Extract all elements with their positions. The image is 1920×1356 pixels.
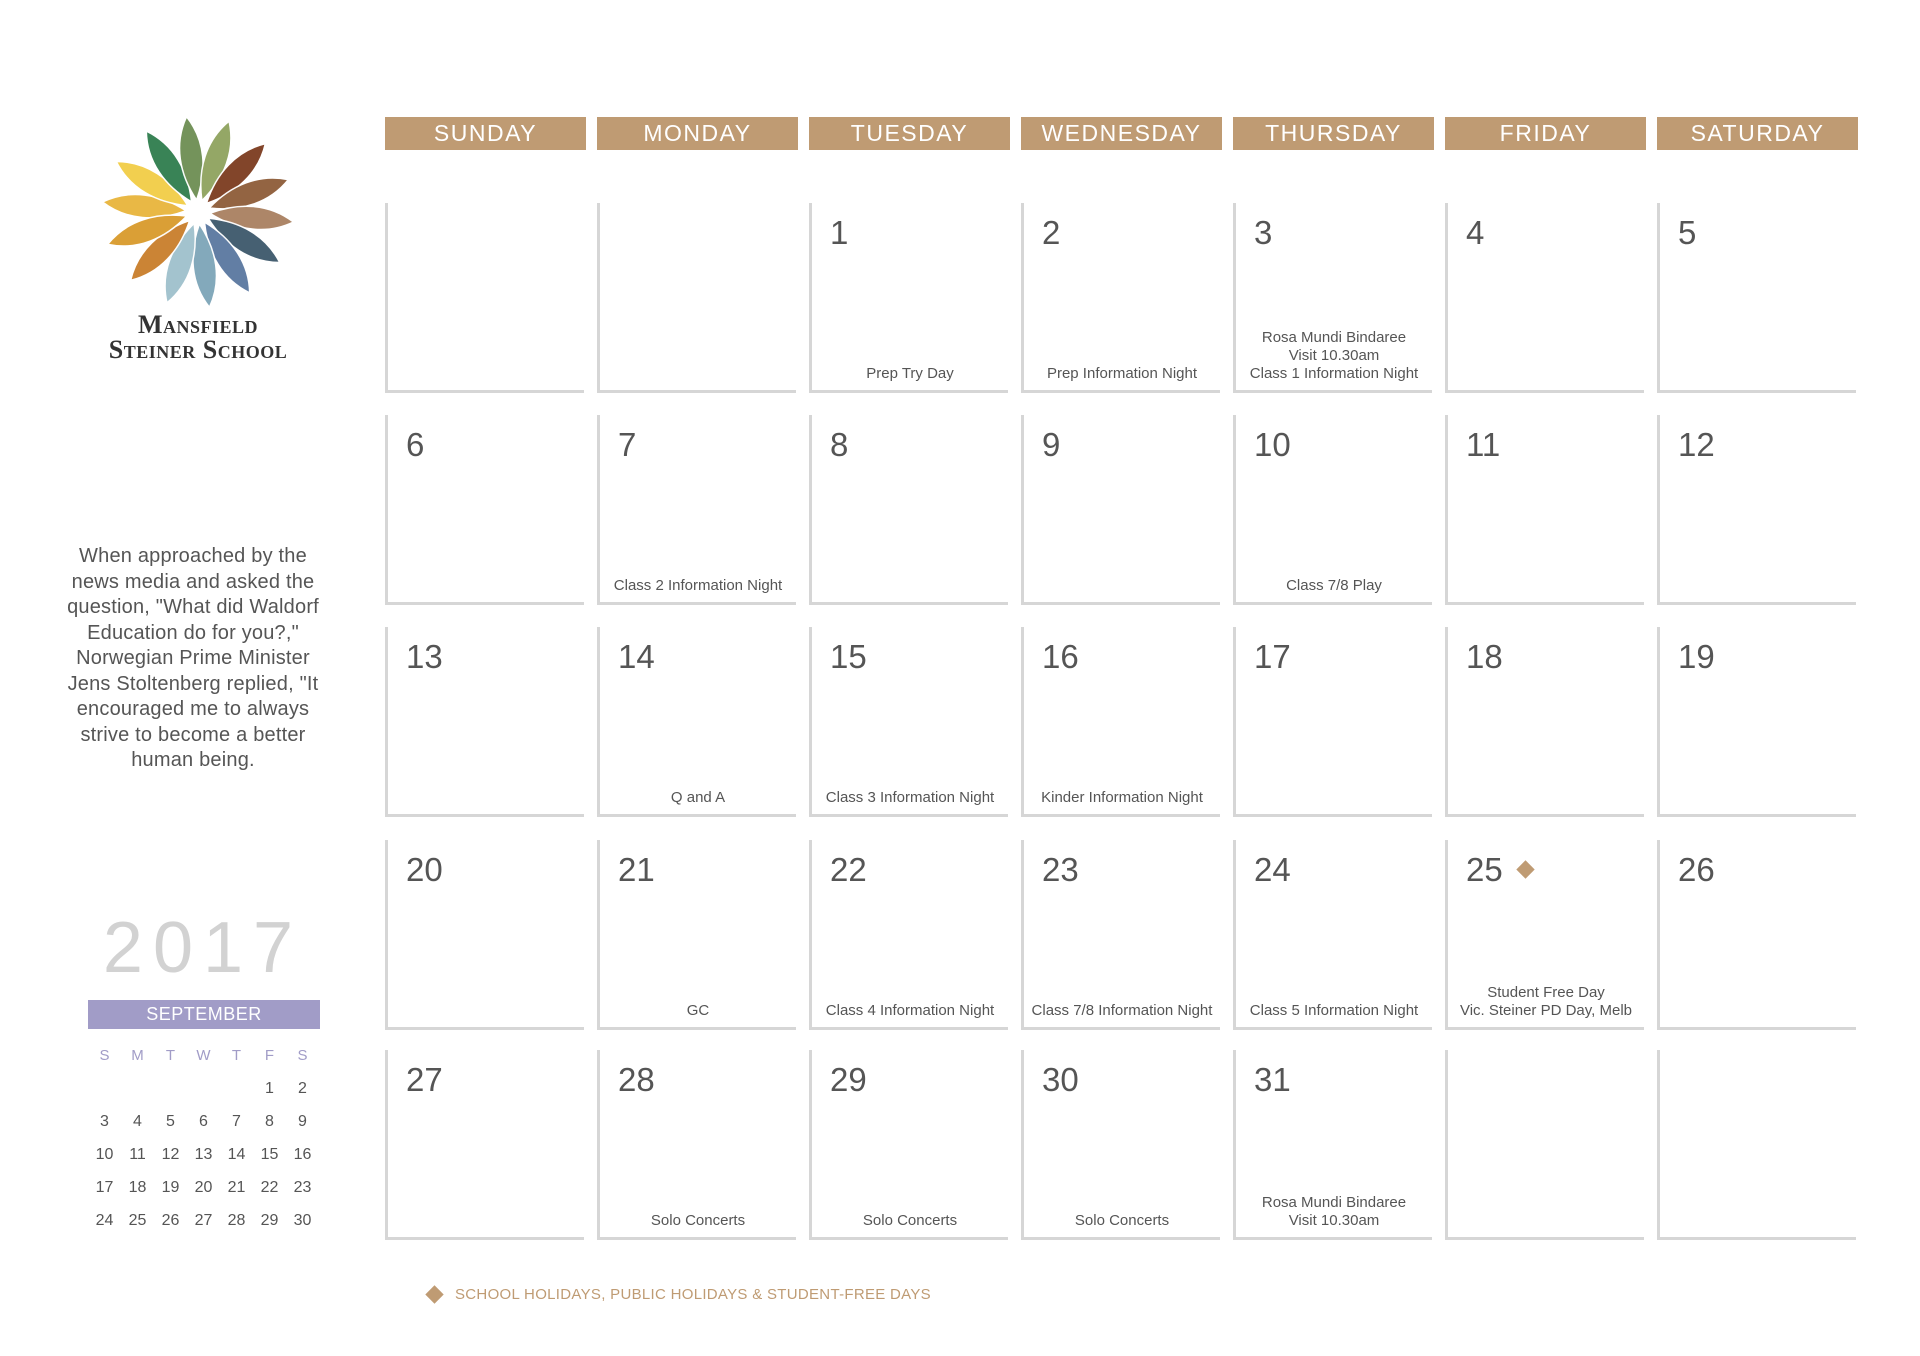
day-cell[interactable] (597, 203, 796, 393)
day-cell[interactable] (1445, 1050, 1644, 1240)
event-label: Prep Try Day (866, 365, 954, 382)
mini-day: 8 (265, 1113, 274, 1130)
mini-day-header: M (131, 1047, 144, 1064)
day-number-text: 22 (830, 851, 867, 888)
mini-day: 17 (95, 1179, 114, 1196)
mini-day: 1 (265, 1080, 274, 1097)
school-name (78, 312, 318, 362)
day-events (1024, 1212, 1220, 1230)
day-cell[interactable] (1657, 203, 1856, 393)
day-number-text: 14 (618, 638, 655, 675)
mini-day: 25 (128, 1212, 147, 1229)
holiday-diamond-icon (425, 1285, 443, 1303)
event-label: Class 3 Information Night (825, 789, 995, 806)
day-number (1254, 425, 1291, 465)
day-number-text: 27 (406, 1061, 443, 1098)
day-cell[interactable] (597, 840, 796, 1030)
mini-day: 2 (298, 1080, 307, 1097)
day-number (406, 425, 424, 465)
day-number-text: 12 (1678, 426, 1715, 463)
day-number-text: 8 (830, 426, 849, 463)
holiday-diamond-icon (1516, 860, 1534, 878)
day-number (830, 850, 867, 890)
day-events (812, 365, 1008, 383)
day-number-text: 31 (1254, 1061, 1291, 1098)
mini-day: 15 (260, 1146, 279, 1163)
mini-calendar (88, 1000, 320, 1237)
day-number-text: 26 (1678, 851, 1715, 888)
quote-text: When approached by the news media and asked the question, "What did Waldorf Education do for you?," Norwegian Prime Minister Jens Stoltenberg replied, "It encouraged me to always strive to become a better human being. (67, 545, 319, 771)
day-events (600, 1002, 796, 1020)
day-cell[interactable] (1445, 203, 1644, 393)
day-number (830, 1060, 867, 1100)
day-number-text: 30 (1042, 1061, 1079, 1098)
day-number-text: 9 (1042, 426, 1061, 463)
day-number (830, 425, 848, 465)
day-number-text: 7 (618, 426, 637, 463)
mini-day: 10 (95, 1146, 114, 1163)
day-number (618, 1060, 655, 1100)
mini-day: 24 (95, 1212, 114, 1229)
day-cell[interactable] (1233, 415, 1432, 605)
year-title: 2017 (102, 908, 304, 988)
day-events (600, 577, 796, 595)
day-number-text: 25 (1466, 851, 1503, 888)
day-events (600, 789, 796, 807)
event-label: Class 1 Information Night (1249, 365, 1419, 382)
event-label: Solo Concerts (650, 1212, 746, 1229)
day-events (1236, 1002, 1432, 1020)
day-number (1678, 637, 1715, 677)
day-number (830, 213, 848, 253)
day-number (1254, 1060, 1291, 1100)
mini-calendar-grid (88, 1039, 320, 1237)
event-label: Visit 10.30am (1288, 347, 1380, 364)
day-number (1466, 850, 1532, 890)
day-number (1254, 637, 1291, 677)
day-events (812, 1212, 1008, 1230)
day-number (1254, 213, 1272, 253)
mini-day: 16 (293, 1146, 312, 1163)
event-label: Class 2 Information Night (613, 577, 783, 594)
day-number (618, 850, 655, 890)
day-number-text: 13 (406, 638, 443, 675)
day-number (1042, 425, 1060, 465)
day-cell[interactable] (809, 1050, 1008, 1240)
event-label: Solo Concerts (862, 1212, 958, 1229)
day-cell[interactable] (1021, 203, 1220, 393)
day-events (1236, 577, 1432, 595)
mini-day (154, 1072, 187, 1105)
day-cell[interactable] (385, 627, 584, 817)
mini-day: 18 (128, 1179, 147, 1196)
mini-day-header: S (99, 1047, 110, 1064)
event-label: Student Free Day (1487, 984, 1605, 1001)
event-label: Class 5 Information Night (1249, 1002, 1419, 1019)
day-number (830, 637, 867, 677)
mini-day: 21 (227, 1179, 246, 1196)
day-number (1466, 425, 1500, 465)
day-number-text: 23 (1042, 851, 1079, 888)
day-number (1042, 213, 1060, 253)
day-number-text: 3 (1254, 214, 1273, 251)
logo-center (185, 199, 211, 225)
day-number-text: 24 (1254, 851, 1291, 888)
weekday-header-saturday: SATURDAY (1657, 117, 1858, 150)
mini-day-header: W (196, 1047, 211, 1064)
day-number-text: 21 (618, 851, 655, 888)
mini-calendar-month: SEPTEMBER (88, 1000, 320, 1029)
mini-day: 3 (100, 1113, 109, 1130)
mini-day-header: T (165, 1047, 176, 1064)
day-number-text: 17 (1254, 638, 1291, 675)
day-number-text: 5 (1678, 214, 1697, 251)
day-number (406, 850, 443, 890)
mini-day-header: F (264, 1047, 275, 1064)
mini-day: 28 (227, 1212, 246, 1229)
day-cell[interactable] (385, 840, 584, 1030)
day-cell[interactable] (1233, 627, 1432, 817)
mini-day: 13 (194, 1146, 213, 1163)
day-number (1254, 850, 1291, 890)
school-logo (78, 112, 318, 362)
event-label: GC (686, 1002, 710, 1019)
day-events (1448, 984, 1644, 1020)
day-number (618, 425, 636, 465)
mini-day: 29 (260, 1212, 279, 1229)
day-number (1466, 637, 1503, 677)
day-number-text: 4 (1466, 214, 1485, 251)
day-cell[interactable] (1445, 415, 1644, 605)
weekday-header-sunday: SUNDAY (385, 117, 586, 150)
day-cell[interactable] (597, 415, 796, 605)
day-cell[interactable] (809, 203, 1008, 393)
weekday-header-wednesday: WEDNESDAY (1021, 117, 1222, 150)
event-label: Q and A (670, 789, 726, 806)
day-cell[interactable] (1021, 627, 1220, 817)
mini-day: 6 (199, 1113, 208, 1130)
day-cell[interactable] (809, 840, 1008, 1030)
mini-day: 19 (161, 1179, 180, 1196)
day-number-text: 6 (406, 426, 425, 463)
day-cell[interactable] (385, 415, 584, 605)
event-label: Visit 10.30am (1288, 1212, 1380, 1229)
day-number-text: 18 (1466, 638, 1503, 675)
day-cell[interactable] (1445, 627, 1644, 817)
event-label: Prep Information Night (1046, 365, 1198, 382)
event-label: Solo Concerts (1074, 1212, 1170, 1229)
day-cell[interactable] (1233, 1050, 1432, 1240)
day-cell[interactable] (597, 1050, 796, 1240)
mini-day: 4 (133, 1113, 142, 1130)
day-cell[interactable] (1657, 840, 1856, 1030)
mini-day: 11 (129, 1146, 146, 1163)
day-number-text: 10 (1254, 426, 1291, 463)
day-events (812, 789, 1008, 807)
event-label: Rosa Mundi Bindaree (1261, 1194, 1407, 1211)
day-number (1678, 213, 1696, 253)
mini-day: 26 (161, 1212, 180, 1229)
event-label: Rosa Mundi Bindaree (1261, 329, 1407, 346)
mini-day-header: S (297, 1047, 308, 1064)
weekday-header-row (385, 117, 1855, 150)
event-label: Class 7/8 Information Night (1031, 1002, 1213, 1019)
day-cell[interactable] (1657, 415, 1856, 605)
flower-emblem-icon (88, 112, 308, 312)
mini-day-header: T (231, 1047, 242, 1064)
mini-day: 20 (194, 1179, 213, 1196)
mini-day: 14 (227, 1146, 246, 1163)
weekday-header-tuesday: TUESDAY (809, 117, 1010, 150)
day-cell[interactable] (809, 415, 1008, 605)
school-name-line1: Mansfield (137, 310, 259, 339)
day-cell[interactable] (1657, 627, 1856, 817)
day-number-text: 16 (1042, 638, 1079, 675)
school-name-line2: Steiner School (108, 335, 288, 364)
mini-day (88, 1072, 121, 1105)
mini-day: 23 (293, 1179, 312, 1196)
day-cell[interactable] (1021, 840, 1220, 1030)
day-number (1042, 637, 1079, 677)
day-events (1236, 329, 1432, 383)
day-cell[interactable] (1657, 1050, 1856, 1240)
day-events (600, 1212, 796, 1230)
day-number (1042, 1060, 1079, 1100)
mini-day (187, 1072, 220, 1105)
day-cell[interactable] (1233, 840, 1432, 1030)
mini-day (121, 1072, 154, 1105)
day-cell[interactable] (1233, 203, 1432, 393)
event-label: Class 4 Information Night (825, 1002, 995, 1019)
day-events (812, 1002, 1008, 1020)
day-cell[interactable] (1021, 1050, 1220, 1240)
day-number-text: 15 (830, 638, 867, 675)
weekday-header-monday: MONDAY (597, 117, 798, 150)
legend-label: SCHOOL HOLIDAYS, PUBLIC HOLIDAYS & STUDENT-FREE DAYS (455, 1286, 931, 1303)
day-cell[interactable] (385, 1050, 584, 1240)
mini-day (220, 1072, 253, 1105)
day-cell[interactable] (1445, 840, 1644, 1030)
day-number-text: 11 (1466, 426, 1501, 463)
legend (428, 1286, 931, 1303)
day-events (1024, 365, 1220, 383)
weekday-header-friday: FRIDAY (1445, 117, 1646, 150)
mini-day: 9 (298, 1113, 307, 1130)
day-number-text: 29 (830, 1061, 867, 1098)
day-cell[interactable] (385, 203, 584, 393)
day-cell[interactable] (597, 627, 796, 817)
day-events (1024, 1002, 1220, 1020)
mini-day: 27 (194, 1212, 213, 1229)
mini-day: 22 (260, 1179, 279, 1196)
day-number-text: 19 (1678, 638, 1715, 675)
day-cell[interactable] (1021, 415, 1220, 605)
mini-day: 30 (293, 1212, 312, 1229)
weekday-header-thursday: THURSDAY (1233, 117, 1434, 150)
day-number-text: 2 (1042, 214, 1061, 251)
event-label: Class 7/8 Play (1286, 577, 1382, 594)
day-number (406, 637, 443, 677)
mini-day: 5 (166, 1113, 175, 1130)
day-events (1024, 789, 1220, 807)
day-number (1678, 425, 1715, 465)
mini-day: 7 (232, 1113, 241, 1130)
day-cell[interactable] (809, 627, 1008, 817)
day-number-text: 28 (618, 1061, 655, 1098)
day-number (1466, 213, 1484, 253)
day-events (1236, 1194, 1432, 1230)
day-number-text: 20 (406, 851, 443, 888)
day-number-text: 1 (830, 214, 849, 251)
day-number (618, 637, 655, 677)
day-number (406, 1060, 443, 1100)
mini-day: 12 (161, 1146, 180, 1163)
day-number (1042, 850, 1079, 890)
event-label: Vic. Steiner PD Day, Melb (1459, 1002, 1632, 1019)
event-label: Kinder Information Night (1041, 789, 1203, 806)
day-number (1678, 850, 1715, 890)
